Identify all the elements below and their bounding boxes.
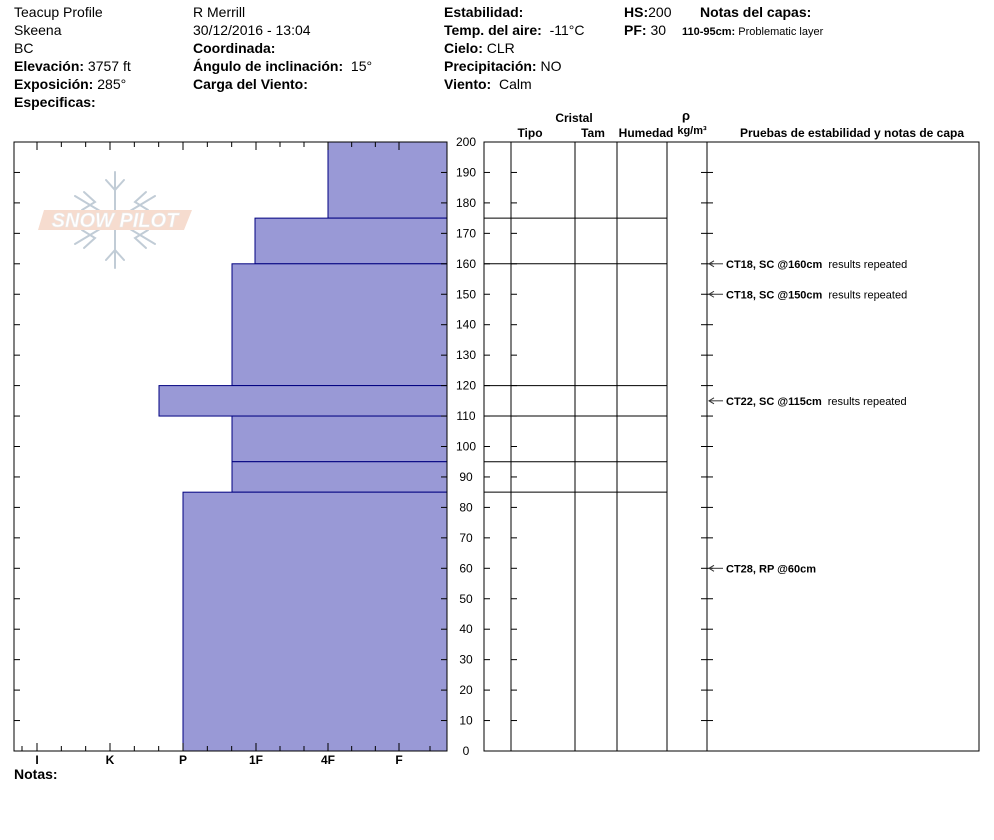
pf: PF: 30 <box>624 22 667 38</box>
precipitation: Precipitación: NO <box>444 58 562 74</box>
stability: Estabilidad: <box>444 4 524 20</box>
hardness-bar <box>232 462 447 492</box>
depth-tick-label: 50 <box>459 591 473 606</box>
col-tests: Pruebas de estabilidad y notas de capa <box>739 126 965 140</box>
coordinates: Coordinada: <box>193 40 276 56</box>
col-density-unit: kg/m³ <box>677 125 707 137</box>
depth-tick-label: 170 <box>455 226 477 241</box>
col-size: Tam <box>581 126 605 140</box>
hardness-bar <box>183 492 447 751</box>
test-label: CT28, RP @60cm <box>726 563 817 576</box>
depth-tick-label: 10 <box>459 713 473 728</box>
depth-tick-label: 40 <box>459 622 473 637</box>
col-crystal: Cristal <box>555 111 593 125</box>
depth-tick-label: 70 <box>459 530 473 545</box>
depth-tick-label: 30 <box>459 652 473 667</box>
depth-tick-label: 0 <box>462 744 470 758</box>
col-density-symbol: ρ <box>681 108 691 123</box>
depth-tick-label: 180 <box>455 195 477 210</box>
layer-note: 110-95cm: Problematic layer <box>682 26 824 38</box>
depth-tick-label: 150 <box>455 287 477 302</box>
layer-table <box>484 142 979 751</box>
test-label: CT22, SC @115cm results repeated <box>726 395 907 408</box>
specifics: Especificas: <box>14 94 96 110</box>
depth-tick-label: 20 <box>459 683 473 698</box>
hardness-label: I <box>35 753 39 767</box>
depth-tick-label: 110 <box>456 409 476 424</box>
wind: Viento: Calm <box>444 76 532 92</box>
depth-tick-label: 60 <box>459 561 473 576</box>
depth-tick-label: 140 <box>455 317 477 332</box>
depth-tick-label: 200 <box>455 135 477 149</box>
hardness-label: P <box>178 753 188 767</box>
col-type: Tipo <box>517 126 543 140</box>
col-moisture: Humedad <box>618 126 674 140</box>
hardness-label: F <box>395 753 403 767</box>
elevation: Elevación: 3757 ft <box>14 58 131 74</box>
snowpilot-logo <box>38 172 192 268</box>
slope-angle: Ángulo de inclinación: 15° <box>193 58 373 74</box>
hs: HS:200 <box>624 4 672 20</box>
layer-table-frame <box>484 142 979 751</box>
stability-tests <box>709 259 907 576</box>
layer-notes-title: Notas del capas: <box>700 4 812 20</box>
logo-text: SNOW PILOT <box>51 210 179 232</box>
hardness-bar <box>328 142 447 218</box>
test-label: CT18, SC @160cm results repeated <box>726 258 908 271</box>
notes-label: Notas: <box>14 766 58 782</box>
state-name: BC <box>14 40 34 56</box>
hardness-label: K <box>105 753 115 767</box>
datetime: 30/12/2016 - 13:04 <box>193 22 311 38</box>
depth-tick-label: 80 <box>459 500 473 515</box>
hardness-bars <box>159 142 447 751</box>
wind-load: Carga del Viento: <box>193 76 308 92</box>
hardness-bar <box>159 386 447 416</box>
test-label: CT18, SC @150cm results repeated <box>726 289 908 302</box>
hardness-label: 4F <box>320 753 336 767</box>
hardness-label: 1F <box>248 753 264 767</box>
range-name: Skeena <box>14 22 62 38</box>
observer: R Merrill <box>193 4 246 20</box>
depth-tick-label: 90 <box>459 469 473 484</box>
depth-tick-label: 120 <box>455 378 477 393</box>
depth-tick-label: 100 <box>455 439 477 454</box>
depth-tick-label: 130 <box>455 348 477 363</box>
hardness-bar <box>255 218 447 264</box>
hardness-bar <box>232 416 447 462</box>
air-temp: Temp. del aire: -11°C <box>444 22 585 38</box>
hardness-bar <box>232 264 447 386</box>
profile-name: Teacup Profile <box>14 4 103 20</box>
sky: Cielo: CLR <box>444 40 515 56</box>
depth-tick-label: 190 <box>455 165 477 180</box>
depth-tick-label: 160 <box>455 256 477 271</box>
aspect: Exposición: 285° <box>14 76 127 92</box>
